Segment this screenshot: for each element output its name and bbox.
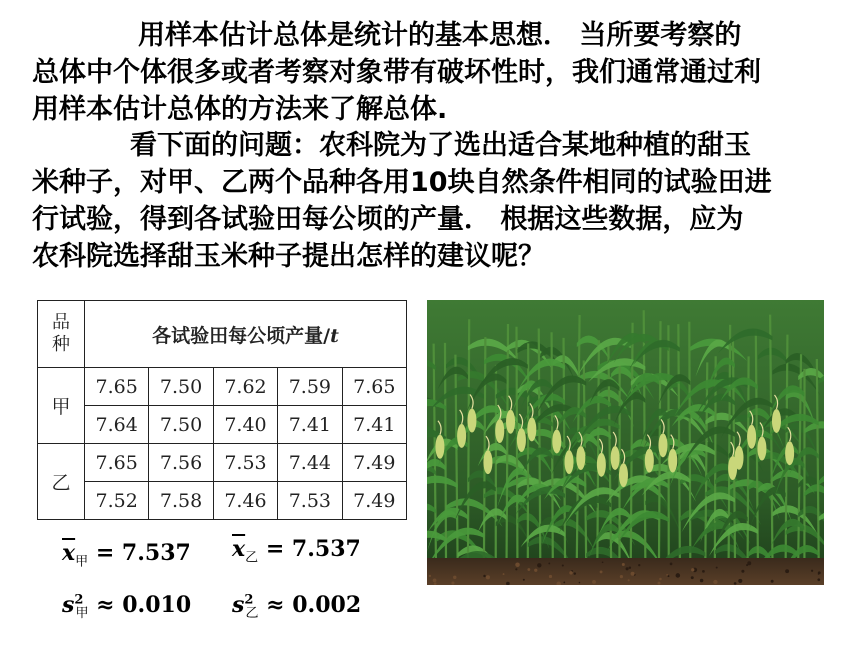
corn-ear: [597, 453, 606, 477]
mean-jia-subscript: 甲: [75, 554, 89, 570]
soil-speck: [716, 567, 718, 569]
corn-ear: [467, 409, 476, 433]
problem-line-2: 米种子，对甲、乙两个品种各用10块自然条件相同的试验田进: [32, 167, 772, 198]
soil-speck: [549, 575, 552, 578]
table-cell: 7.59: [278, 368, 342, 406]
yield-header-cell: [85, 301, 407, 368]
mean-yi-operator: =: [265, 536, 285, 562]
soil-speck: [563, 581, 565, 583]
corn-ear: [576, 446, 585, 470]
variance-yi-symbol: s: [232, 592, 245, 618]
corn-stalk: [748, 356, 749, 562]
table-cell: 7.58: [149, 482, 213, 520]
soil-speck: [433, 578, 437, 582]
table-cell: 7.65: [85, 368, 149, 406]
mean-yi-formula: [232, 536, 361, 565]
variance-yi-formula: [232, 592, 361, 621]
soil-speck: [771, 580, 774, 583]
soil-speck: [429, 575, 431, 577]
soil-speck: [676, 573, 681, 578]
soil-speck: [668, 575, 670, 577]
yield-header-unit: t: [330, 324, 339, 347]
corn-stalk: [484, 337, 485, 562]
soil-speck: [713, 580, 717, 584]
soil-speck: [670, 563, 673, 566]
corn-ear: [517, 428, 526, 452]
intro-line-3: 用样本估计总体的方法来了解总体.: [32, 94, 448, 125]
variety-header-line-1: 品: [52, 312, 70, 333]
table-cell: 7.41: [342, 406, 406, 444]
soil-speck: [622, 563, 625, 566]
soil-speck: [702, 570, 705, 573]
table-cell: 7.50: [149, 406, 213, 444]
corn-field-photo: [427, 300, 824, 585]
table-cell: 7.49: [342, 482, 406, 520]
table-row: [38, 482, 407, 520]
soil-speck: [503, 573, 505, 575]
soil-speck: [534, 569, 537, 572]
corn-ear: [552, 429, 561, 453]
soil-speck: [548, 563, 550, 565]
soil-speck: [453, 576, 456, 579]
corn-ear: [611, 446, 620, 470]
corn-ear: [565, 450, 574, 474]
intro-line-2: 总体中个体很多或者考察对象带有破坏性时，我们通常通过利: [32, 57, 761, 88]
corn-ear: [619, 463, 628, 487]
corn-ear: [527, 417, 536, 441]
soil-speck: [657, 582, 660, 585]
corn-ear: [785, 441, 794, 465]
soil-speck: [629, 567, 631, 569]
soil-speck: [515, 562, 520, 567]
mean-yi-symbol: $\overline{x}$: [232, 536, 246, 562]
corn-ear: [506, 410, 515, 434]
variance-yi-exponent: 2: [244, 592, 254, 608]
variance-jia-formula: [62, 592, 191, 621]
soil-speck: [579, 582, 581, 584]
table-cell: 7.53: [213, 444, 277, 482]
soil-speck: [483, 575, 485, 577]
mean-jia-operator: =: [95, 540, 115, 566]
soil-speck: [631, 572, 635, 576]
problem-line-4: 农科院选择甜玉米种子提出怎样的建议呢？: [32, 241, 545, 272]
corn-ear: [735, 446, 744, 470]
soil-speck: [691, 576, 694, 579]
corn-ear: [668, 449, 677, 473]
table-row: [38, 444, 407, 482]
soil-speck: [785, 569, 789, 573]
soil-speck: [574, 572, 576, 574]
table-row: [38, 368, 407, 406]
variance-jia-subscript: 甲: [75, 606, 89, 622]
soil-speck: [602, 561, 604, 563]
yield-header-text: 各试验田每公顷产量/: [152, 324, 331, 347]
table-cell: 7.40: [213, 406, 277, 444]
mean-yi-value: 7.537: [291, 536, 361, 562]
problem-paragraph: [32, 127, 822, 275]
soil-speck: [620, 575, 623, 578]
soil-speck: [569, 571, 572, 574]
variance-jia-operator: ≈: [96, 592, 115, 618]
variance-jia-symbol: s: [62, 592, 75, 618]
table-cell: 7.50: [149, 368, 213, 406]
soil-speck: [638, 564, 640, 566]
soil-speck: [734, 582, 737, 585]
soil-speck: [486, 575, 490, 579]
soil-speck: [515, 568, 517, 570]
soil-speck: [600, 570, 603, 573]
table-row: [38, 406, 407, 444]
soil-speck: [747, 561, 751, 565]
table-cell: 7.52: [85, 482, 149, 520]
table-cell: 7.44: [278, 444, 342, 482]
corn-ear: [772, 409, 781, 433]
variance-yi-operator: ≈: [266, 592, 285, 618]
table-cell: 7.46: [213, 482, 277, 520]
corn-ear: [435, 435, 444, 459]
soil-speck: [626, 567, 629, 570]
soil-speck: [700, 579, 704, 583]
problem-line-3: 行试验，得到各试验田每公顷的产量． 根据这些数据，应为: [32, 204, 744, 235]
corn-stalk: [678, 324, 680, 562]
soil-speck: [666, 574, 668, 576]
yield-table: [37, 300, 407, 520]
corn-ear: [645, 449, 654, 473]
table-cell: 7.56: [149, 444, 213, 482]
mean-jia-symbol: $\overline{x}$: [62, 540, 76, 566]
corn-ear: [757, 436, 766, 460]
table-header-row: [38, 301, 407, 368]
soil-speck: [527, 568, 530, 571]
soil-speck: [818, 573, 820, 575]
soil-speck: [628, 579, 630, 581]
soil-speck: [811, 570, 813, 572]
problem-line-1: 看下面的问题：农科院为了选出适合某地种植的甜玉: [130, 130, 751, 161]
soil-speck: [434, 583, 436, 585]
corn-stalk: [468, 319, 469, 562]
table-cell: 7.64: [85, 406, 149, 444]
corn-ear: [483, 450, 492, 474]
corn-ear: [495, 419, 504, 443]
table-cell: 7.62: [213, 368, 277, 406]
soil-speck: [741, 570, 744, 573]
corn-stalk: [689, 322, 690, 562]
variety-cell-jia: 甲: [38, 368, 85, 444]
variance-yi-value: 0.002: [292, 592, 362, 618]
table-cell: 7.65: [85, 444, 149, 482]
soil-speck: [451, 582, 454, 585]
soil-speck: [523, 579, 525, 581]
variance-jia-exponent: 2: [74, 592, 84, 608]
mean-yi-subscript: 乙: [245, 550, 259, 566]
table-cell: 7.41: [278, 406, 342, 444]
soil-speck: [537, 563, 541, 567]
soil-speck: [738, 579, 742, 583]
variety-header-line-2: 种: [52, 334, 70, 355]
variety-header-cell: [38, 301, 85, 368]
table-cell: 7.53: [278, 482, 342, 520]
mean-jia-value: 7.537: [121, 540, 191, 566]
soil-speck: [592, 580, 596, 584]
intro-paragraph: [32, 17, 822, 128]
variance-yi-subscript: 乙: [245, 606, 259, 622]
soil-speck: [659, 578, 662, 581]
soil-speck: [562, 564, 564, 566]
variance-jia-value: 0.010: [122, 592, 192, 618]
corn-ear: [747, 425, 756, 449]
soil-speck: [817, 578, 820, 581]
variety-cell-yi: 乙: [38, 444, 85, 520]
table-cell: 7.65: [342, 368, 406, 406]
corn-ear: [457, 424, 466, 448]
soil-speck: [691, 568, 694, 571]
mean-jia-formula: [62, 540, 191, 569]
intro-line-1: 用样本估计总体是统计的基本思想． 当所要考察的: [138, 20, 742, 51]
table-cell: 7.49: [342, 444, 406, 482]
corn-ear: [658, 433, 667, 457]
